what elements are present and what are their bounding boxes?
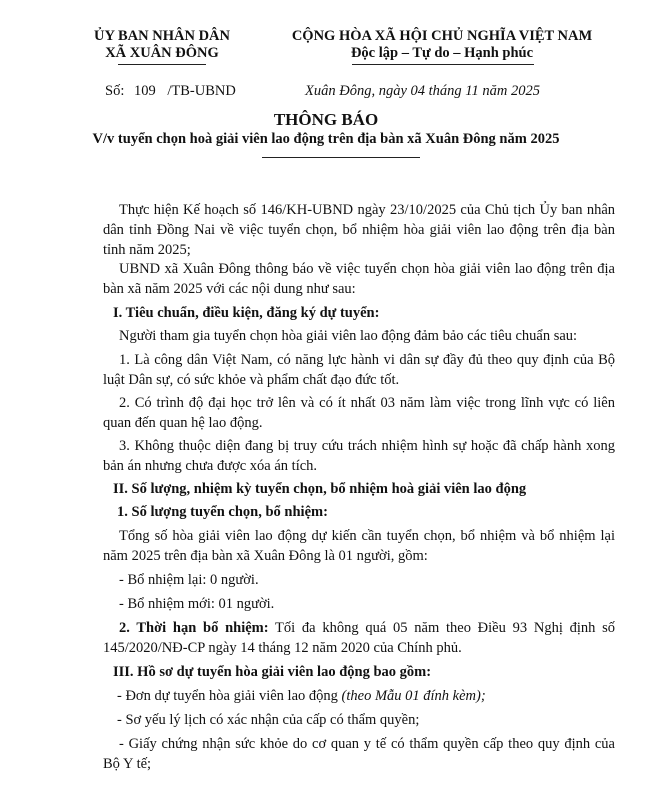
issuing-authority [62,28,262,62]
paragraph-announcement: UBND xã Xuân Đông thông báo về việc tuyển chọn hòa giải viên lao động trên địa bàn xã năm 2025 với các nội dung như sau: [103,261,615,297]
section-3-heading: III. Hồ sơ dự tuyển hòa giải viên lao động bao gồm: [113,664,432,680]
new-appointment-count: - Bổ nhiệm mới: 01 người. [119,596,275,612]
appointment-term [103,618,615,658]
dossier-item-application [117,686,615,706]
reappointment-count: - Bổ nhiệm lại: 0 người. [119,572,259,588]
issuing-authority-line1: ỦY BAN NHÂN DÂN [93,28,230,44]
dossier-item-application-text: - Đơn dự tuyển hòa giải viên lao động [117,688,342,704]
dossier-item-health-certificate: - Giấy chứng nhận sức khỏe do cơ quan y tế có thẩm quyền cấp theo quy định của Bộ Y tế; [103,736,615,772]
doc-code: /TB-UBND [167,83,236,99]
document-subject: V/v tuyển chọn hoà giải viên lao động trên địa bàn xã Xuân Đông năm 2025 [92,131,560,147]
doc-number: 109 [133,83,156,99]
motto: Độc lập – Tự do – Hạnh phúc [350,45,534,61]
section-2-sub-1-heading: 1. Số lượng tuyển chọn, bổ nhiệm: [117,504,328,520]
criteria-item-2: 2. Có trình độ đại học trở lên và có ít nhất 03 năm làm việc trong lĩnh vực có liên quan đến quan hệ lao động. [103,395,615,431]
doc-number-label: Số: [105,83,125,99]
motto-underline [352,64,534,65]
appointment-term-text: Tối đa không quá 05 năm theo Điều 93 Nghị định số 145/2020/NĐ-CP ngày 14 tháng 12 năm 2020 của Chính phủ. [103,620,616,656]
paragraph-legal-basis: Thực hiện Kế hoạch số 146/KH-UBND ngày 23/10/2025 của Chủ tịch Ủy ban nhân dân tỉnh Đồng Nai về việc tuyển chọn, bổ nhiệm hòa giải viên lao động trên địa bàn tỉnh năm 2025; [103,202,615,258]
country-name: CỘNG HÒA XÃ HỘI CHỦ NGHĨA VIỆT NAM [291,28,593,44]
issuing-authority-line2: XÃ XUÂN ĐÔNG [105,45,219,61]
appointment-term-label: 2. Thời hạn bổ nhiệm: [119,620,269,636]
dossier-item-application-note: (theo Mẫu 01 đính kèm); [341,688,486,704]
section-1-intro: Người tham gia tuyển chọn hòa giải viên lao động đảm bảo các tiêu chuẩn sau: [119,328,578,344]
section-1-heading: I. Tiêu chuẩn, điều kiện, đăng ký dự tuyển: [113,305,380,321]
criteria-item-1: 1. Là công dân Việt Nam, có năng lực hành vi dân sự đầy đủ theo quy định của Bộ luật Dân sự, có sức khỏe và phẩm chất đạo đức tốt. [103,352,615,388]
section-2-heading: II. Số lượng, nhiệm kỳ tuyển chọn, bổ nhiệm hoà giải viên lao động [113,481,527,497]
document-title: THÔNG BÁO [273,110,379,129]
issue-date: Xuân Đông, ngày 04 tháng 11 năm 2025 [305,83,540,99]
document-number [105,83,236,100]
section-2-sub-1-text: Tổng số hòa giải viên lao động dự kiến cần tuyển chọn, bổ nhiệm và bổ nhiệm lại năm 2025 trên địa bàn xã Xuân Đông là 01 người, gồm: [103,528,615,564]
criteria-item-3: 3. Không thuộc diện đang bị truy cứu trách nhiệm hình sự hoặc đã chấp hành xong bản án nhưng chưa được xóa án tích. [103,438,615,474]
dossier-item-cv: - Sơ yếu lý lịch có xác nhận của cấp có thẩm quyền; [117,712,420,728]
authority-underline [118,64,206,65]
title-underline [262,157,420,158]
national-motto [272,28,612,62]
